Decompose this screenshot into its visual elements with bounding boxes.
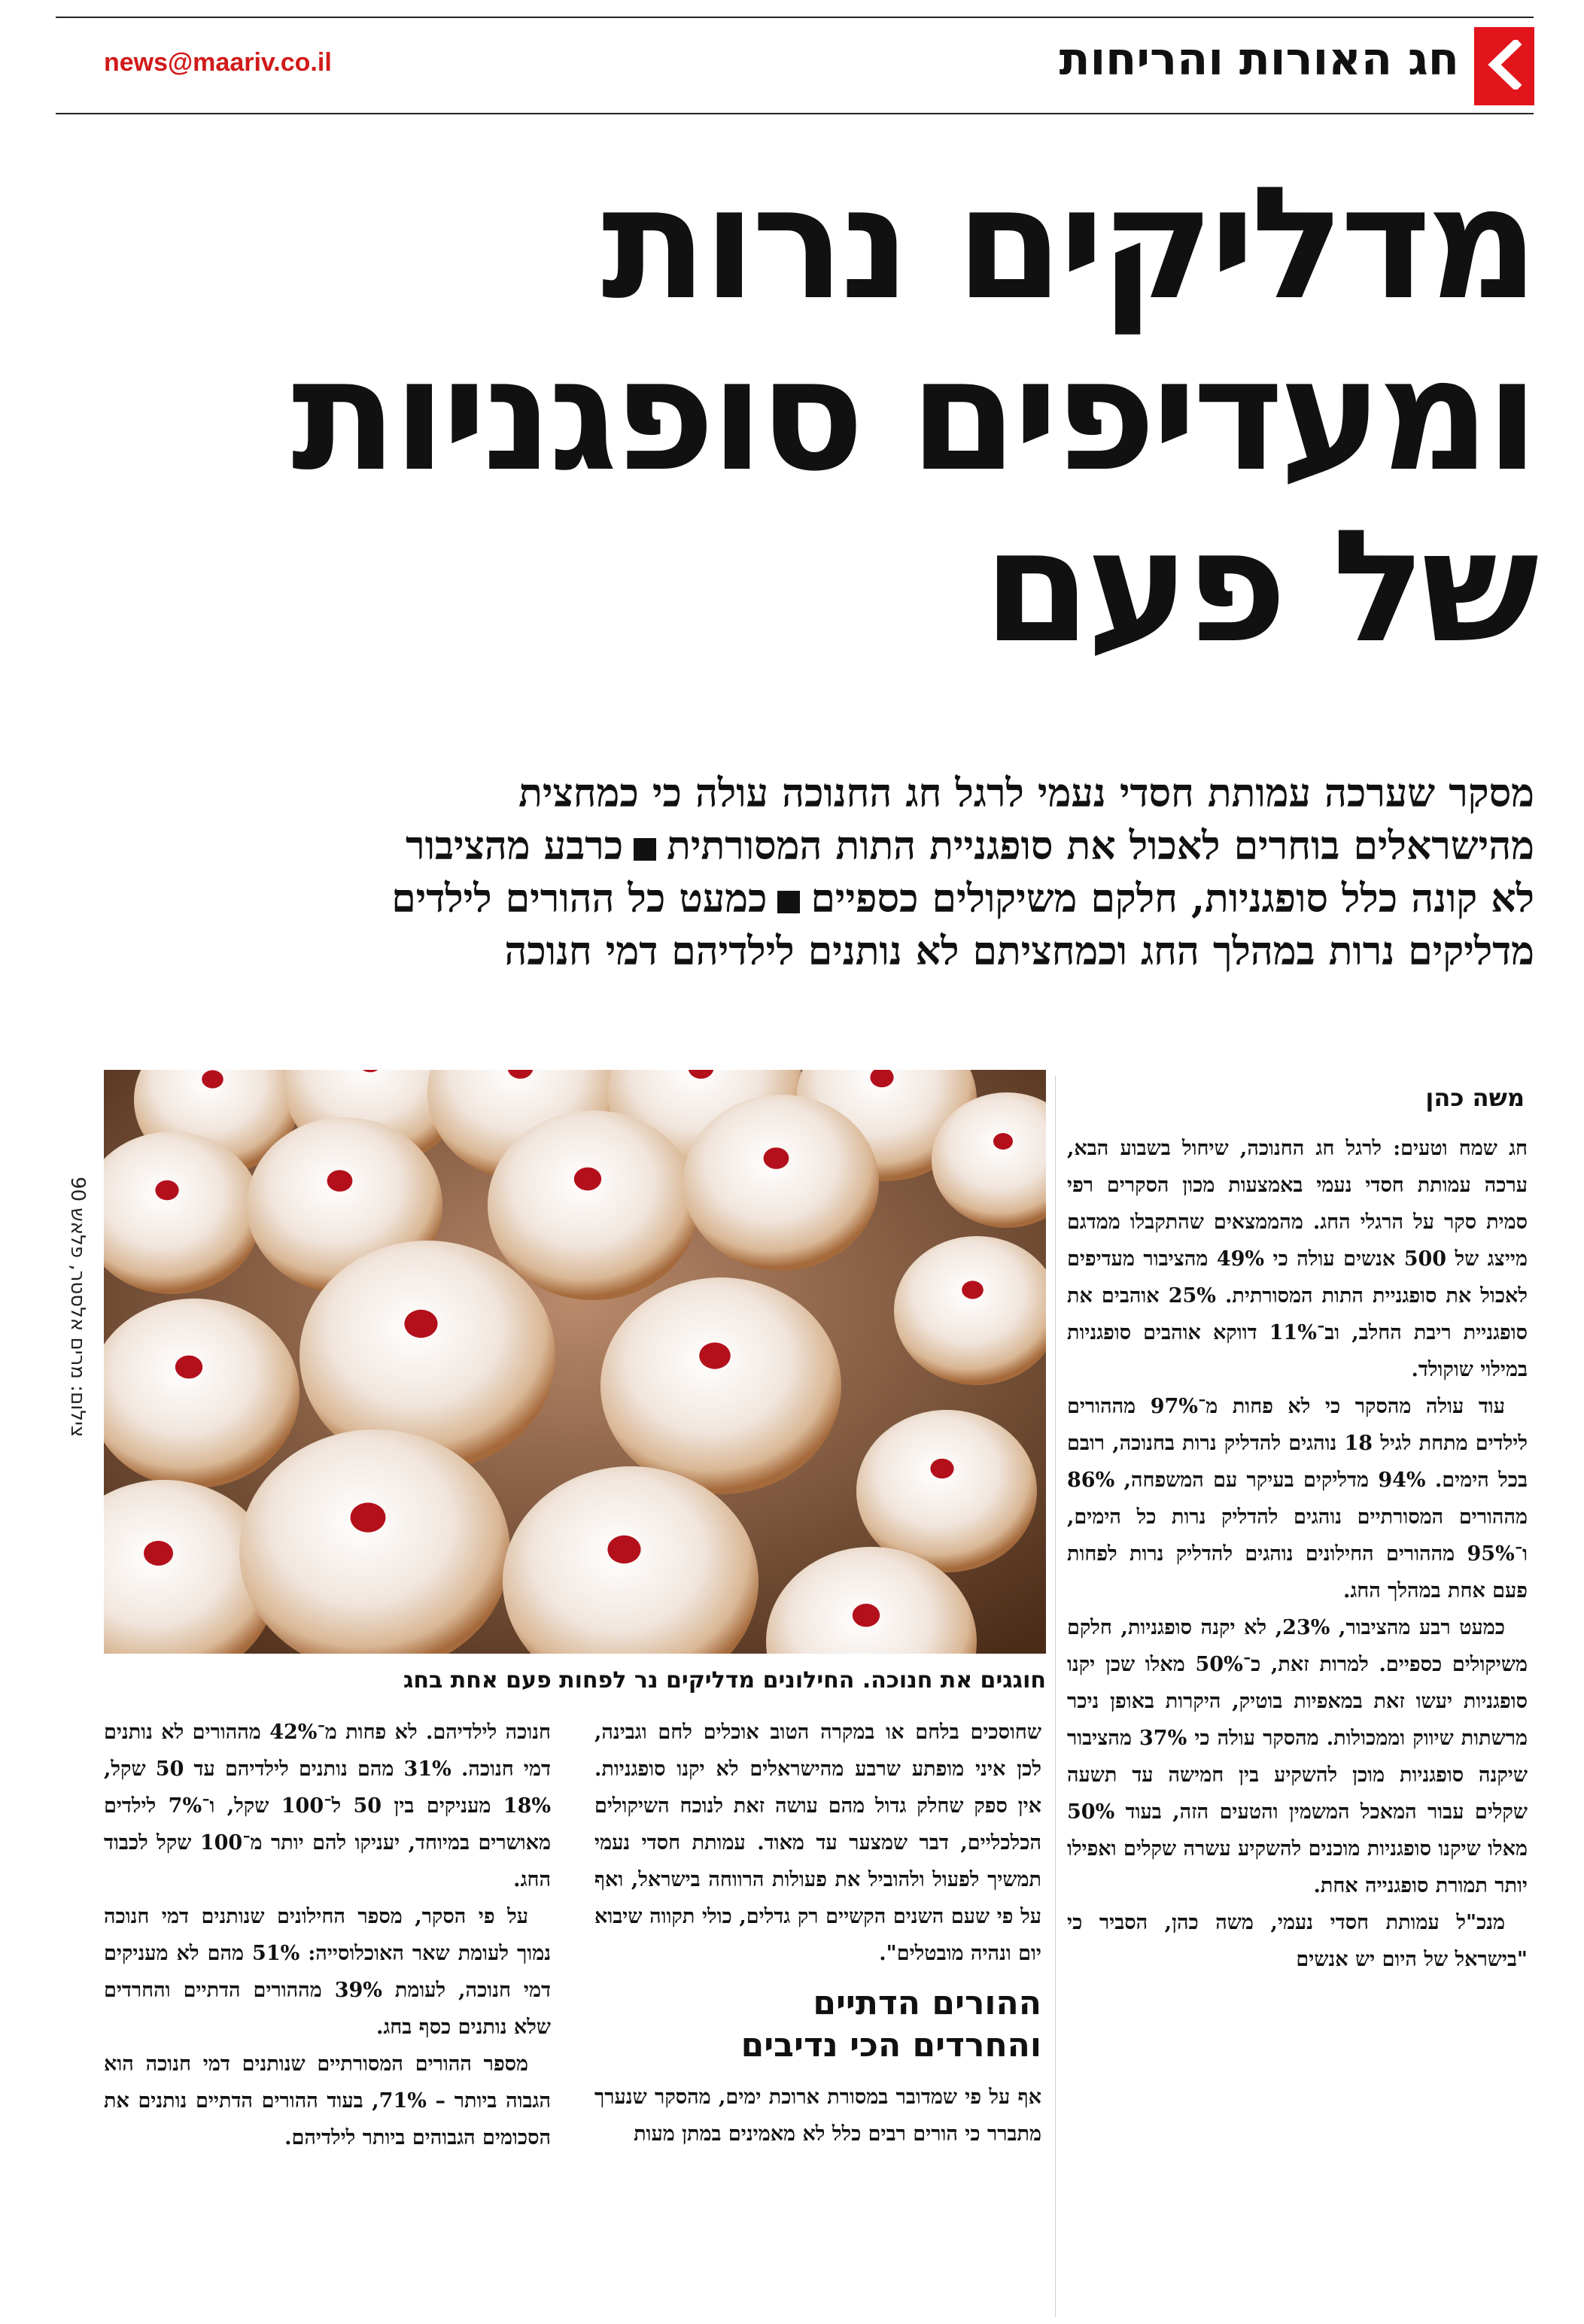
headline-line: של פעם	[983, 497, 1534, 677]
jam-dot	[155, 1180, 178, 1200]
jam-dot	[144, 1541, 173, 1566]
headline-line: מדליקים נרות	[601, 153, 1534, 334]
jam-dot	[404, 1310, 437, 1338]
jam-dot	[607, 1536, 640, 1563]
column-divider	[1055, 1076, 1056, 2317]
bullet-square-icon	[634, 838, 656, 861]
jam-dot	[202, 1070, 223, 1088]
section-label: חג האורות והריחות	[1059, 33, 1459, 86]
jam-dot	[351, 1502, 386, 1533]
article-paragraph: חג שמח וטעים: לרגל חג החנוכה, שיחול בשבוע הבא, ערכה עמותת חסדי נעמי באמצעות מכון הסקרים רפי סמית סקר על הרגלי החג. מהממצאים שהתקבלו ממדגם מייצג של 500 אנשים עולה כי 49% מהציבור מעדיפים לאכול את סופגניית התות המסורתית. 25% אוהבים את סופגניית ריבת החלב, וב־11% דווקא אוהבים סופגניות במילוי שוקולד.	[1067, 1137, 1528, 1381]
article-subheading: ההורים הדתיים והחרדים הכי נדיבים	[740, 1984, 1041, 2064]
subhead-line: לא קונה כלל סופגניות, חלקם משיקולים כספייםכמעט כל ההורים לילדים	[391, 876, 1534, 922]
section-badge	[1474, 27, 1534, 105]
article-paragraph: מנכ"ל עמותת חסדי נעמי, משה כהן, הסביר כי "בישראל של היום יש אנשים	[1067, 1911, 1528, 1971]
article-paragraph: עוד עולה מהסקר כי לא פחות מ־97% מההורים לילדים מתחת לגיל 18 נוהגים להדליק נרות בחנוכה, רובם בכל הימים. 94% מדליקים בעיקר עם המשפחה, 86% מההורים המסורתיים נוהגים להדליק נרות כל הימים, ו־95% מההורים החילונים נוהגים להדליק נרות לפחות פעם אחת במהלך החג.	[1067, 1395, 1528, 1602]
article-paragraph: מספר ההורים המסורתיים שנותנים דמי חנוכה הוא הגבוה ביותר – 71%, בעוד ההורים הדתיים נותנים את הסכומים הגבוהים ביותר לילדיהם.	[104, 2052, 551, 2149]
article-paragraph: על פי הסקר, מספר החילונים שנותנים דמי חנוכה נמוך לעומת שאר האוכלוסייה: 51% מהם לא מעניקים דמי חנוכה, לעומת 39% מההורים הדתיים והחרדים שלא נותנים כסף בחג.	[104, 1905, 551, 2039]
jam-dot	[930, 1459, 953, 1478]
sufganiyot-photo	[104, 1070, 1046, 1654]
headline	[83, 153, 1534, 677]
top-rule	[56, 17, 1534, 18]
jam-dot	[699, 1342, 731, 1369]
jam-dot	[853, 1604, 880, 1627]
sufganiya-shape	[488, 1110, 698, 1300]
article-paragraph: כמעט רבע מהציבור, 23%, לא יקנה סופגניות, חלקם משיקולים כספיים. למרות זאת, כ־50% מאלו שכן יקנו סופגניות יעשו זאת במאפיות בוטיק, היקרות באופן ניכר מרשתות שיווק וממכולות. מהסקר עולה כי 37% מהציבור שיקנה סופגניות מוכן להשקיע בין חמישה עד תשעה שקלים עבור המאכל המשמין והטעים הזה, בעוד 50% מאלו שיקנו סופגניות מוכנים להשקיע עשרה שקלים ואפילו יותר תמורת סופגנייה אחת.	[1067, 1616, 1528, 1897]
article-column-right	[1067, 1130, 1528, 2324]
subheadline	[83, 767, 1534, 978]
subhead-line: מסקר שערכה עמותת חסדי נעמי לרגל חג החנוכה עולה כי כמחצית	[518, 770, 1534, 816]
article-column-middle	[594, 1714, 1041, 2324]
jam-dot	[574, 1168, 601, 1191]
sufganiya-shape	[683, 1095, 879, 1271]
bullet-square-icon	[777, 891, 800, 913]
jam-dot	[175, 1356, 202, 1379]
article-column-left	[104, 1714, 551, 2324]
chevron-left-icon	[1485, 40, 1523, 93]
headline-line: ומעדיפים סופגניות	[291, 325, 1534, 506]
article-paragraph: שחוסכים בלחם או במקרה הטוב אוכלים לחם וגבינה, לכן איני מופתע שרבע מהישראלים לא יקנו סופגניות. אין ספק שחלק גדול מהם עושה זאת לנוכח השיקולים הכלכליים, דבר שמצער עד מאוד. עמותת חסדי נעמי תמשיך לפעול ולהוביל את פעולות הרווחה בישראל, ואף על פי שעם השנים הקשיים רק גדלים, כולי תקווה שיבוא יום ונהיה מובטלים".	[594, 1721, 1041, 1965]
article-paragraph: אף על פי שמדובר במסורת ארוכת ימים, מהסקר שנערך מתברר כי הורים רבים כלל לא מאמינים במתן מעות	[594, 2086, 1041, 2146]
photo-caption: חוגגים את חנוכה. החילונים מדליקים נר לפחות פעם אחת בחג	[403, 1667, 1046, 1694]
email-link[interactable]: news@maariv.co.il	[104, 48, 332, 77]
article-paragraph: חנוכה לילדיהם. לא פחות מ־42% מההורים לא נותנים דמי חנוכה. 31% מהם נותנים לילדיהם עד 50 שקל, 18% מעניקים בין 50 ל־100 שקל, ו־7% לילדים מאושרים במיוחד, יעניקו להם יותר מ־100 שקל לכבוד החג.	[104, 1721, 551, 1891]
jam-dot	[327, 1170, 353, 1192]
byline: משה כהן	[1425, 1083, 1525, 1112]
jam-dot	[962, 1280, 984, 1299]
subhead-line: מדליקים נרות במהלך החג וכמחציתם לא נותנים לילדיהם דמי חנוכה	[504, 928, 1534, 974]
header-rule	[56, 113, 1534, 114]
photo-credit: צילום: מרים אלסטר, פלאש 90	[66, 1176, 89, 1437]
jam-dot	[993, 1133, 1013, 1150]
sufganiya-shape	[600, 1277, 841, 1494]
jam-dot	[764, 1147, 789, 1169]
subhead-line: מהישראלים בוחרים לאכול את סופגניית התות המסורתיתכרבע מהציבור	[406, 823, 1534, 869]
